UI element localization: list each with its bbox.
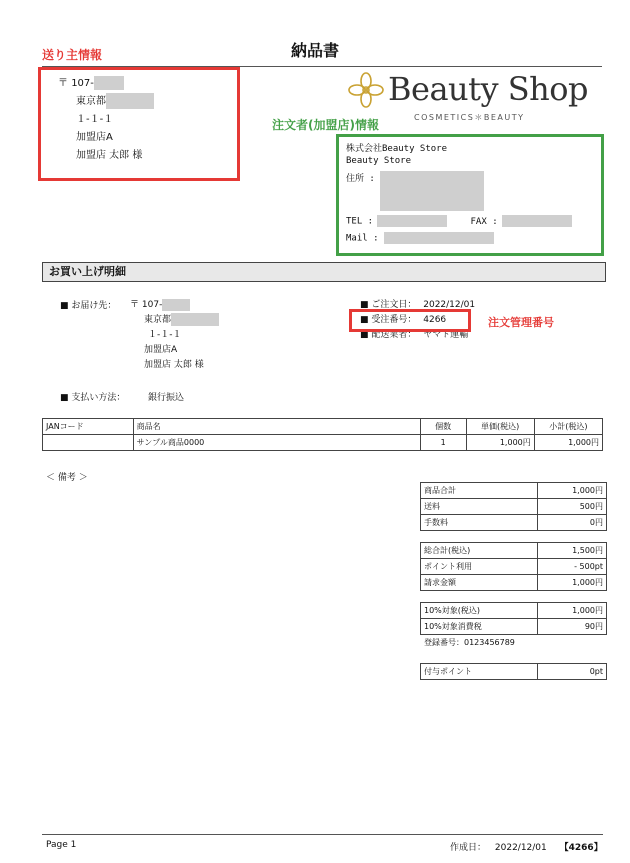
table-row: 手数料 0円 xyxy=(421,515,607,531)
order-info: ■ ご注文日： 2022/12/01 ■ 受注番号： 4266 ■ 配送業者： ヤマト運輸 xyxy=(360,300,476,340)
table-row: 10%対象(税込) 1,000円 xyxy=(421,603,607,619)
delivery-label: ■ お届け先： xyxy=(60,301,117,311)
brand-logo xyxy=(348,72,384,111)
payment-value: 銀行振込 xyxy=(148,393,185,403)
orderer-annotation: 注文者(加盟店)情報 xyxy=(272,118,379,132)
redacted-block xyxy=(162,299,190,311)
order-mgmt-annotation: 注文管理番号 xyxy=(488,316,554,329)
totals-table-subtotal xyxy=(420,482,607,531)
table-row: 10%対象消費税 90円 xyxy=(421,619,607,635)
redacted-block xyxy=(171,313,219,326)
order-number-highlight-box xyxy=(349,309,471,332)
table-header-row: JANコード 商品名 個数 単価(税込) 小計(税込) xyxy=(43,419,603,435)
remarks-label: ＜ 備考 ＞ xyxy=(46,473,88,483)
payment-label: ■ 支払い方法： xyxy=(60,393,126,403)
logo-name: Beauty Shop xyxy=(388,70,589,108)
redacted-block xyxy=(377,215,447,227)
redacted-block xyxy=(502,215,572,227)
delivery-address: 〒 107- 東京都 １-１-１ 加盟店A 加盟店 太郎 様 xyxy=(130,298,219,373)
table-row: 請求金額 1,000円 xyxy=(421,575,607,591)
page-title: 納品書 xyxy=(290,41,339,60)
sender-annotation: 送り主情報 xyxy=(42,48,103,62)
flower-icon xyxy=(348,72,384,108)
footer-divider xyxy=(42,834,603,835)
totals-table-tax xyxy=(420,602,607,635)
table-row: 付与ポイント 0pt xyxy=(421,664,607,680)
redacted-block xyxy=(384,232,494,244)
section-title: お買い上げ明細 xyxy=(42,262,606,282)
table-row: 送料 500円 xyxy=(421,499,607,515)
redacted-block xyxy=(380,171,484,211)
table-row: 商品合計 1,000円 xyxy=(421,483,607,499)
table-row: 総合計(税込) 1,500円 xyxy=(421,543,607,559)
logo-subtitle: COSMETICS＊BEAUTY xyxy=(414,113,525,122)
sender-address: 〒 107- 東京都 １-１-１ 加盟店A 加盟店 太郎 様 xyxy=(58,75,154,165)
totals-table-grand xyxy=(420,542,607,591)
orderer-info: 株式会社Beauty Store Beauty Store 住所 : TEL : FAX : Mail : xyxy=(346,141,572,244)
order-number: 4266 xyxy=(423,315,447,325)
table-row: ポイント利用 - 500pt xyxy=(421,559,607,575)
items-table xyxy=(42,418,603,451)
totals-table-points xyxy=(420,663,607,680)
created-date: 作成日： 2022/12/01 【4266】 xyxy=(450,843,603,853)
redacted-block xyxy=(106,93,154,109)
registration-number: 登録番号：0123456789 xyxy=(424,638,515,647)
table-row: サンプル商品0000 1 1,000円 1,000円 xyxy=(43,435,603,451)
page-number: Page 1 xyxy=(46,840,77,850)
redacted-block xyxy=(94,76,124,90)
